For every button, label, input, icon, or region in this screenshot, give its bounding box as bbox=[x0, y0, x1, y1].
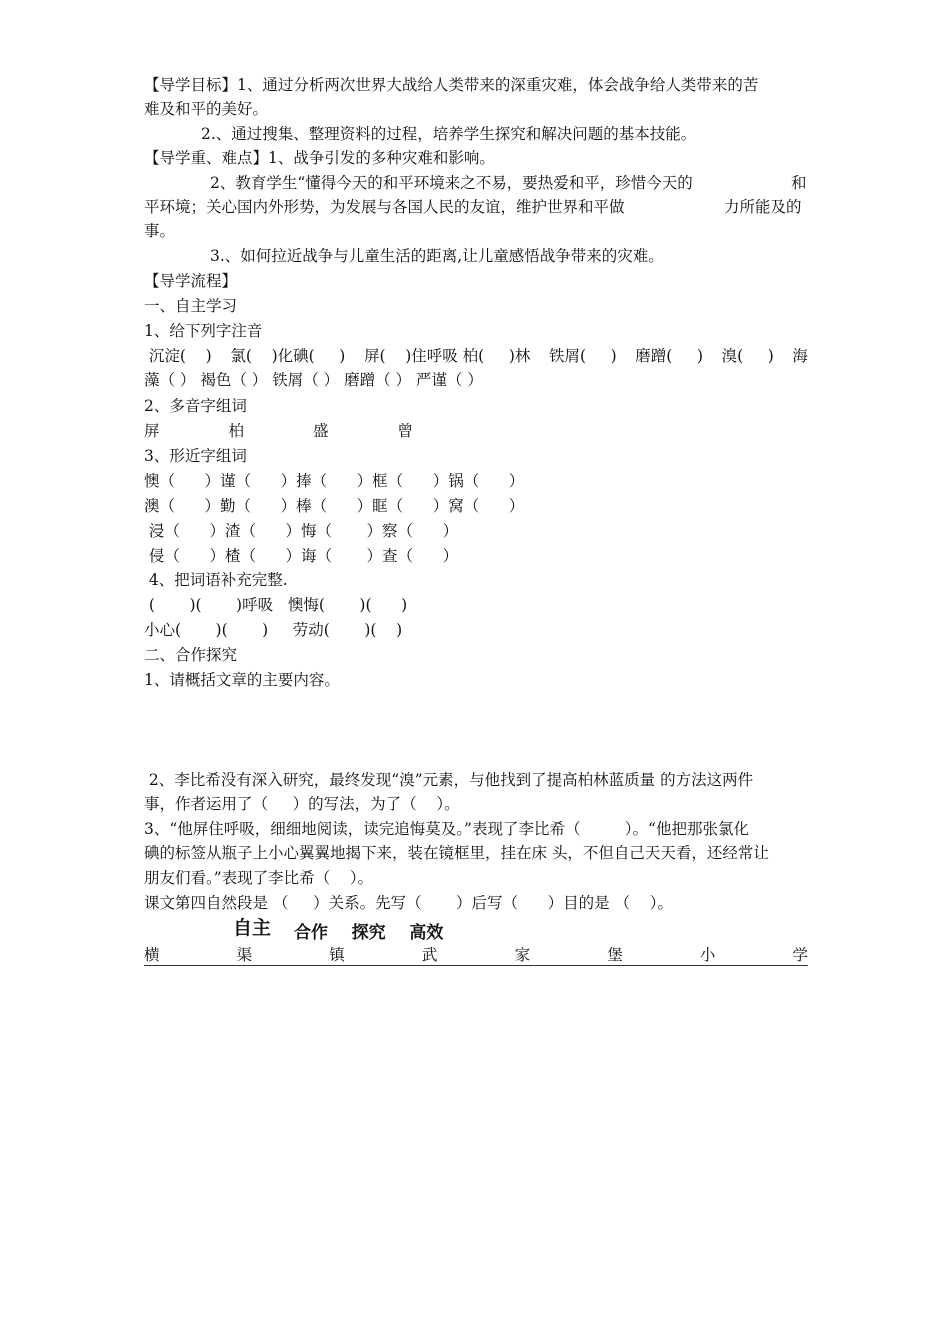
school-char: 堡 bbox=[607, 946, 623, 964]
school-name-footer bbox=[144, 946, 808, 966]
question-4-row-1: ( )( )呼吸 懊悔( )( ) bbox=[144, 596, 408, 614]
inquiry-2-line-2: 事，作者运用了（ ）的写法，为了（ ）。 bbox=[144, 795, 460, 813]
question-3-row-4: 侵（ ）楂（ ）诲（ ）查（ ） bbox=[144, 547, 459, 565]
question-4: 4、把词语补充完整. bbox=[144, 571, 288, 589]
key-points-line-3-end: 力所能及的 bbox=[724, 198, 802, 216]
inquiry-4: 课文第四自然段是 （ ）关系。先写（ ）后写（ ）目的是 （ ）。 bbox=[144, 894, 674, 912]
goals-line-1: 【导学目标】1、通过分析两次世界大战给人类带来的深重灾难，体会战争给人类带来的苦 bbox=[144, 76, 759, 94]
key-points-line-2-end: 和 bbox=[791, 174, 807, 192]
school-char: 武 bbox=[421, 946, 438, 964]
key-points-line-3: 平环境；关心国内外形势，为发展与各国人民的友谊，维护世界和平做 bbox=[144, 198, 625, 216]
school-char: 小 bbox=[699, 946, 716, 964]
school-char: 横 bbox=[144, 946, 160, 964]
question-3: 3、形近字组词 bbox=[144, 447, 247, 465]
flow-heading: 【导学流程】 bbox=[144, 272, 238, 290]
section-cooperative-inquiry: 二、合作探究 bbox=[144, 646, 238, 664]
goals-line-3: 2.、通过搜集、整理资料的过程，培养学生探究和解决问题的基本技能。 bbox=[201, 125, 697, 143]
inquiry-3-line-2: 碘的标签从瓶子上小心翼翼地揭下来，装在镜框里，挂在床 头，不但自己天天看，还经常让 bbox=[144, 844, 769, 862]
school-char: 家 bbox=[514, 946, 531, 964]
question-4-row-2: 小心( )( ) 劳动( )( ) bbox=[144, 621, 403, 639]
key-points-line-1: 【导学重、难点】1、战争引发的多种灾难和影响。 bbox=[144, 149, 495, 167]
key-points-line-5: 3.、如何拉近战争与儿童生活的距离,让儿童感悟战争带来的灾难。 bbox=[210, 247, 664, 265]
inquiry-2-line-1: 2、李比希没有深入研究，最终发现“溴”元素，与他找到了提高柏林蓝质量 的方法这两件 bbox=[144, 771, 754, 789]
question-1: 1、给下列字注音 bbox=[144, 322, 263, 340]
motto-first: 自主 bbox=[233, 917, 272, 939]
goals-line-2: 难及和平的美好。 bbox=[144, 100, 269, 118]
inquiry-3-line-1: 3、“他屏住呼吸，细细地阅读，读完追悔莫及。”表现了李比希（ ）。“他把那张氯化 bbox=[144, 820, 749, 838]
key-points-line-4: 事。 bbox=[144, 222, 176, 240]
question-3-row-2: 澳（ ）勤（ ）棒（ ）眶（ ）窝（ ） bbox=[144, 497, 525, 515]
question-3-row-3: 浸（ ）渣（ ）悔（ ）察（ ） bbox=[144, 522, 459, 540]
section-self-study: 一、自主学习 bbox=[144, 297, 238, 315]
question-2-row: 屏 柏 盛 曾 bbox=[144, 422, 413, 440]
question-1-row-1: 沉淀( ) 氯( )化碘( ) 屏( )住呼吸 柏( )林 铁屑( ) 磨蹭( ) 溴( ) 海 bbox=[144, 347, 808, 365]
question-1-row-2: 藻（ ） 褐色（ ） 铁屑（ ） 磨蹭（ ） 严谨（ ） bbox=[144, 371, 483, 389]
school-char: 学 bbox=[792, 946, 808, 964]
motto-rest: 合作 探究 高效 bbox=[294, 923, 444, 943]
question-2: 2、多音字组词 bbox=[144, 397, 247, 415]
inquiry-3-line-3: 朋友们看。”表现了李比希（ ）。 bbox=[144, 869, 374, 887]
inquiry-1: 1、请概括文章的主要内容。 bbox=[144, 671, 340, 689]
key-points-line-2: 2、教育学生“懂得今天的和平环境来之不易，要热爱和平，珍惜今天的 bbox=[210, 174, 693, 192]
question-3-row-1: 懊（ ）谨（ ）捧（ ）框（ ）锅（ ） bbox=[144, 472, 525, 490]
school-char: 镇 bbox=[329, 946, 345, 964]
school-char: 渠 bbox=[236, 946, 253, 964]
